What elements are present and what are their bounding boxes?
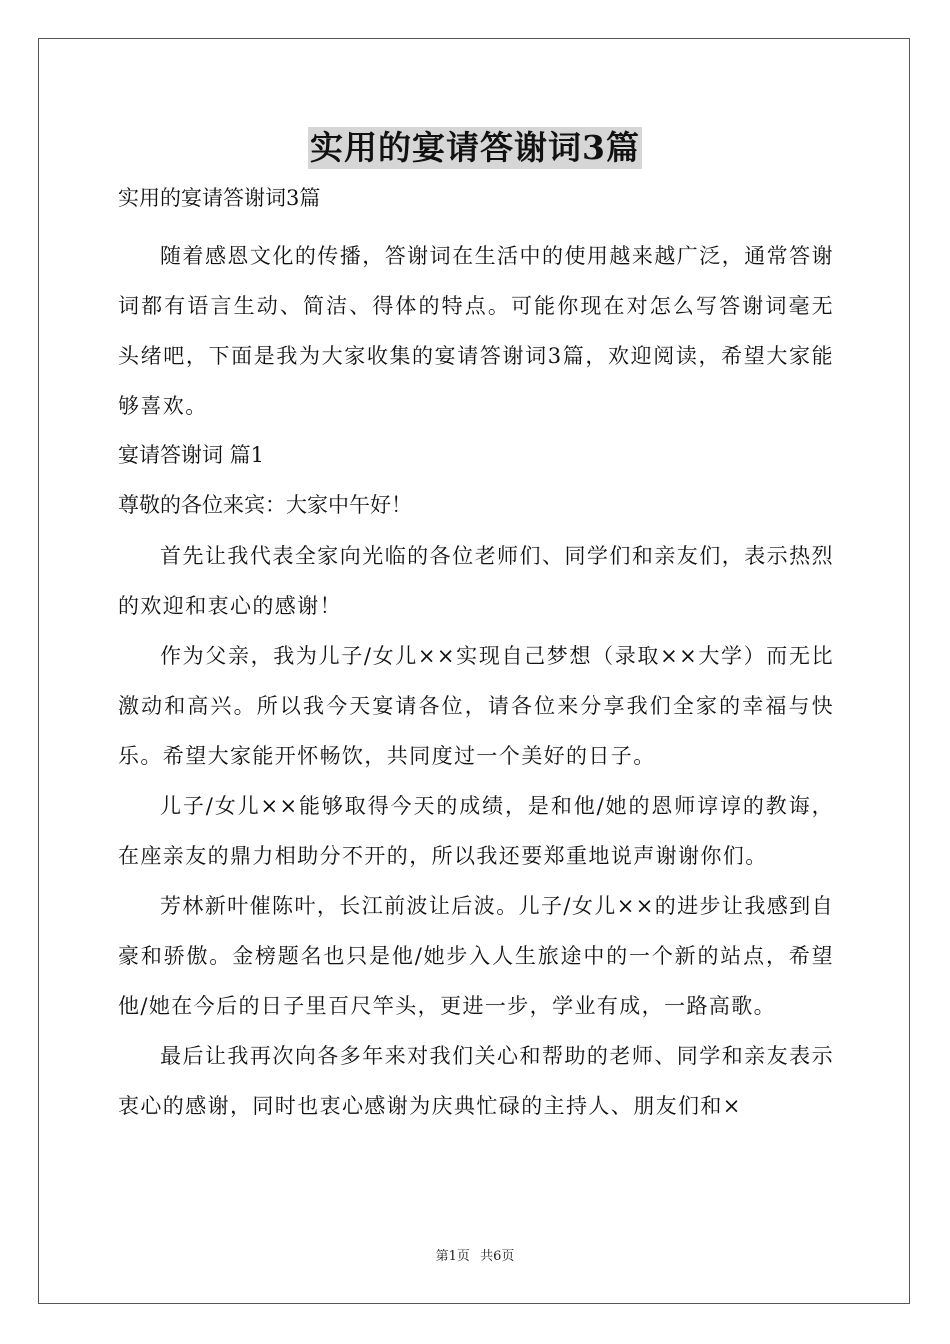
page-footer [0, 1245, 950, 1264]
page-number: 第1页 [435, 1249, 470, 1264]
body-paragraph: 首先让我代表全家向光临的各位老师们、同学们和亲友们，表示热烈的欢迎和衷心的感谢！ [118, 544, 834, 618]
document-title: 实用的宴请答谢词3篇 [310, 128, 640, 167]
title-container [0, 127, 950, 169]
body-paragraph: 最后让我再次向各多年来对我们关心和帮助的老师、同学和亲友表示衷心的感谢，同时也衷心感谢为庆典忙碌的主持人、朋友们和× [118, 1044, 834, 1118]
section-heading: 宴请答谢词 篇1 [118, 443, 265, 467]
body-paragraph: 芳林新叶催陈叶，长江前波让后波。儿子/女儿××的进步让我感到自豪和骄傲。金榜题名也只是他/她步入人生旅途中的一个新的站点，希望他/她在今后的日子里百尺竿头，更进一步，学业有成，一路高歌。 [118, 894, 834, 1018]
document-body [118, 180, 834, 1131]
salutation: 尊敬的各位来宾：大家中午好！ [118, 493, 412, 517]
page-total: 共6页 [480, 1249, 515, 1264]
document-subtitle: 实用的宴请答谢词3篇 [118, 186, 321, 210]
body-paragraph: 儿子/女儿××能够取得今天的成绩，是和他/她的恩师谆谆的教诲，在座亲友的鼎力相助分不开的，所以我还要郑重地说声谢谢你们。 [118, 794, 834, 868]
body-paragraph: 作为父亲，我为儿子/女儿××实现自己梦想（录取××大学）而无比激动和高兴。所以我今天宴请各位，请各位来分享我们全家的幸福与快乐。希望大家能开怀畅饮，共同度过一个美好的日子。 [118, 644, 834, 768]
intro-paragraph: 随着感恩文化的传播，答谢词在生活中的使用越来越广泛，通常答谢词都有语言生动、简洁、得体的特点。可能你现在对怎么写答谢词毫无头绪吧，下面是我为大家收集的宴请答谢词3篇，欢迎阅读，希望大家能够喜欢。 [118, 244, 834, 418]
